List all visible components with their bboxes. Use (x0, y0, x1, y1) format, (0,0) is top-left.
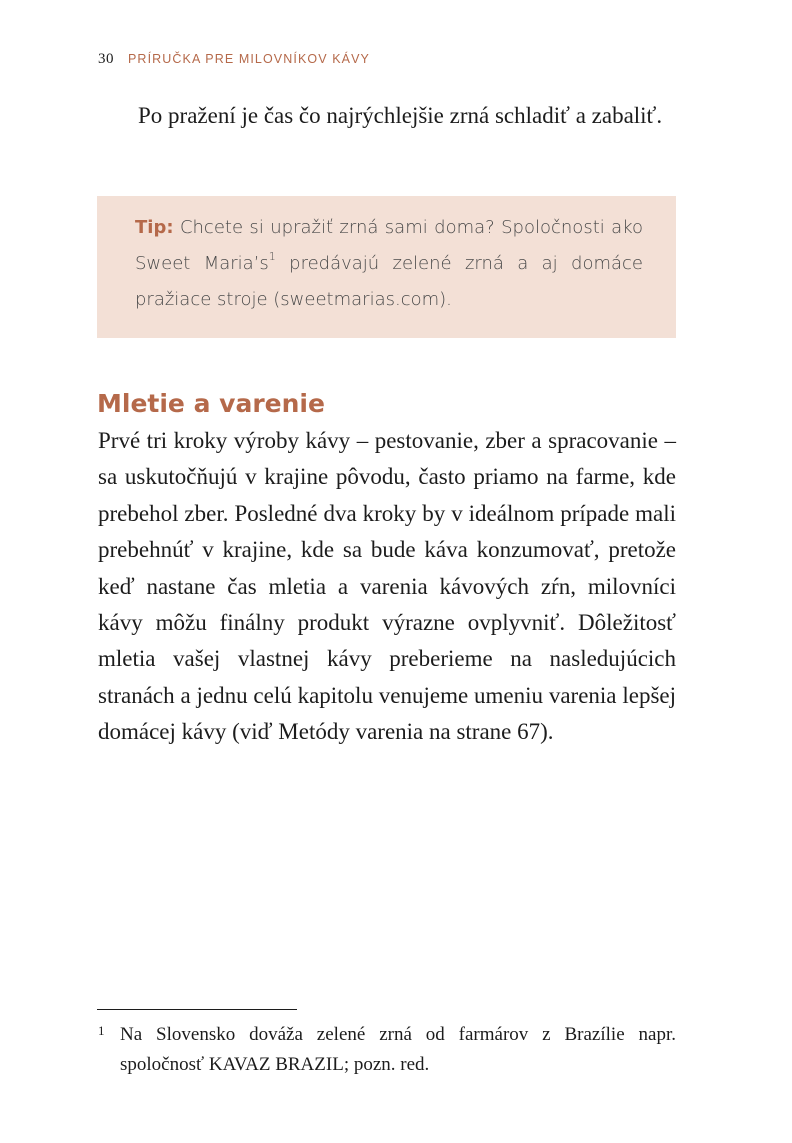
section-heading: Mletie a varenie (97, 389, 325, 418)
footnote (98, 1020, 676, 1080)
page-number: 30 (98, 51, 114, 67)
footnote-divider (97, 1009, 297, 1010)
intro-paragraph: Po pražení je čas čo najrýchlejšie zrná schladiť a zabaliť. (138, 103, 663, 128)
running-head-title: PRÍRUČKA PRE MILOVNÍKOV KÁVY (128, 52, 370, 66)
section-paragraph: Prvé tri kroky výroby kávy – pestovanie, zber a spracovanie – sa uskutočňujú v krajine pôvodu, často priamo na farme, kde prebehol zber. Posledné dva kroky by v ideálnom prípade mali prebehnúť v krajine, kde sa bude káva konzumovať, pretože keď nastane čas mletia a varenia kávových zŕn, milovníci kávy môžu finálny produkt výrazne ovplyvniť. Dôležitosť mletia vašej vlastnej kávy preberieme na nasledujúcich stranách a jednu celú kapitolu venujeme umeniu varenia lepšej domácej kávy (viď Metódy varenia na strane 67). (98, 428, 676, 745)
tip-box (97, 196, 676, 338)
tip-text-after: predávajú zelené zrná a aj domáce pražiace stroje (sweetmarias.com). (135, 253, 644, 310)
running-head (98, 50, 370, 68)
footnote-text: Na Slovensko dováža zelené zrná od farmárov z Brazílie napr. spoločnosť KAVAZ BRAZIL; pozn. red. (120, 1024, 676, 1075)
footnote-reference: 1 (268, 250, 276, 263)
footnote-marker: 1 (98, 1023, 105, 1038)
tip-text (135, 210, 643, 318)
tip-label: Tip: (135, 217, 174, 238)
tip-text-before: Chcete si upražiť zrná sami doma? Spoločnosti ako Sweet Maria’s (135, 217, 643, 274)
